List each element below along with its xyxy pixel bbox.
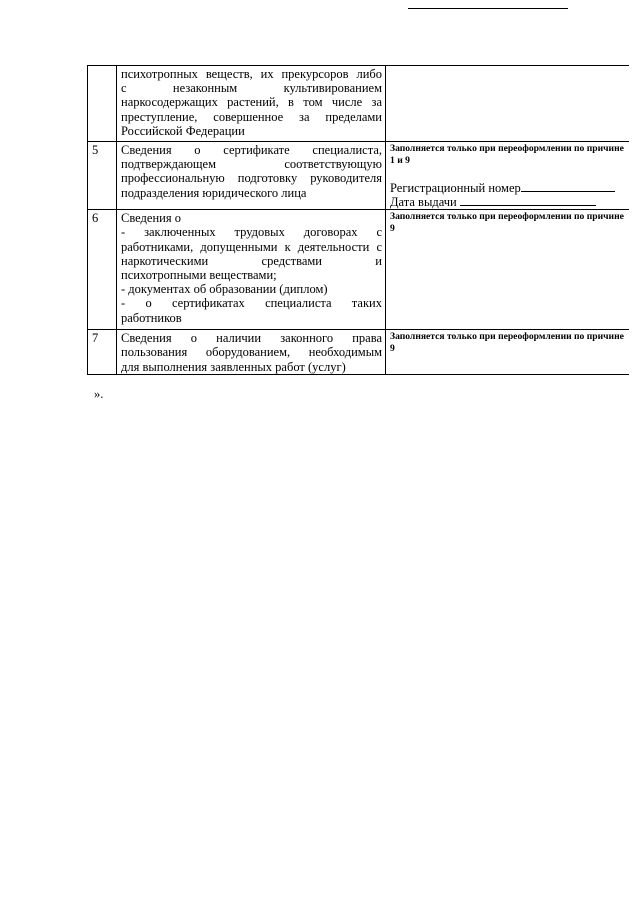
description-line: - о сертификатах специалиста таких bbox=[121, 296, 382, 311]
description-line: преступление, совершенное за пределами bbox=[121, 109, 382, 124]
description-line: психотропными веществами; bbox=[121, 268, 277, 282]
table-row bbox=[88, 330, 629, 375]
row-number: 6 bbox=[88, 210, 117, 330]
description-line: - документах об образовании (диплом) bbox=[121, 282, 328, 297]
issue-date-label: Дата выдачи bbox=[390, 195, 457, 210]
row-number bbox=[88, 66, 117, 142]
description-line: Сведения о наличии законного права bbox=[121, 331, 382, 346]
table-row bbox=[88, 142, 629, 210]
top-rule bbox=[408, 8, 568, 9]
description-line: подтверждающем соответствующую bbox=[121, 157, 382, 172]
description-line: работников bbox=[121, 310, 182, 325]
row-note: Заполняется только при переоформлении по причине 9 bbox=[386, 330, 629, 375]
row-note bbox=[386, 66, 629, 142]
row-note: Заполняется только при переоформлении по причине 1 и 9 bbox=[390, 143, 624, 166]
description-line: с незаконным культивированием bbox=[121, 81, 382, 96]
reg-number-blank bbox=[521, 181, 615, 192]
row-note: Заполняется только при переоформлении по причине 9 bbox=[386, 210, 629, 330]
issue-date-blank bbox=[460, 195, 596, 206]
row-number: 5 bbox=[88, 142, 117, 210]
description-line: пользования оборудованием, необходимым bbox=[121, 345, 382, 360]
row-description bbox=[117, 142, 386, 210]
row-number: 7 bbox=[88, 330, 117, 375]
description-line: Сведения о bbox=[121, 211, 181, 226]
row-description bbox=[117, 66, 386, 142]
row-note-cell bbox=[386, 142, 629, 210]
requirements-table bbox=[87, 65, 629, 375]
description-line: для выполнения заявленных работ (услуг) bbox=[121, 359, 346, 374]
description-line: работниками, допущенными к деятельности с bbox=[121, 239, 382, 254]
description-line: профессиональную подготовку руководителя bbox=[121, 171, 382, 186]
row-description bbox=[117, 210, 386, 330]
reg-number-label: Регистрационный номер bbox=[390, 181, 521, 196]
description-line: - заключенных трудовых договорах с bbox=[121, 225, 382, 240]
registration-fields bbox=[390, 181, 626, 209]
description-line: Сведения о сертификате специалиста, bbox=[121, 143, 382, 157]
table-row bbox=[88, 210, 629, 330]
description-line: наркотическими средствами и bbox=[121, 253, 382, 268]
closing-quote: ». bbox=[94, 387, 104, 401]
description-line: наркосодержащих растений, в том числе за bbox=[121, 95, 382, 110]
description-line: подразделения юридического лица bbox=[121, 185, 307, 200]
description-line: Российской Федерации bbox=[121, 123, 245, 138]
description-line: психотропных веществ, их прекурсоров либо bbox=[121, 67, 382, 81]
table-row bbox=[88, 66, 629, 142]
row-description bbox=[117, 330, 386, 375]
